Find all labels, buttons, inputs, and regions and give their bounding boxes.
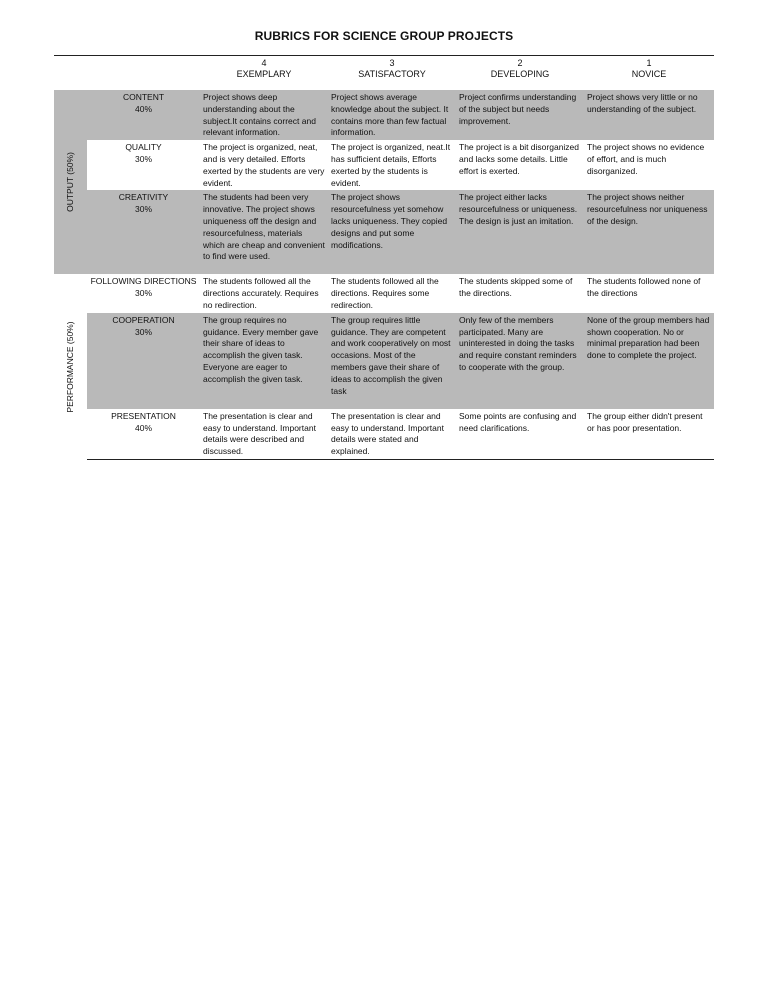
descriptor-cell: The group either didn't present or has poor presentation.: [584, 409, 714, 460]
level-score: 4: [261, 58, 267, 68]
level-header: [456, 56, 584, 91]
descriptor-cell: The project is organized, neat, and is very detailed. Efforts exerted by the students are very evident.: [200, 140, 328, 190]
criterion-weight: 40%: [134, 103, 152, 114]
rubric-row-quality: [54, 140, 714, 190]
criterion-cell: [87, 190, 200, 274]
criterion-cell: [87, 313, 200, 409]
descriptor-cell: The students skipped some of the directions.: [456, 274, 584, 312]
criterion-cell: [87, 90, 200, 140]
level-name: SATISFACTORY: [358, 69, 426, 79]
criterion-weight: 30%: [134, 204, 152, 215]
descriptor-cell: The group requires little guidance. They are competent and work cooperatively on most occasions. Most of the members gave their share of ideas to accomplish the given task: [328, 313, 456, 409]
header-blank: [87, 56, 200, 91]
criterion-name: PRESENTATION: [111, 410, 176, 421]
criterion-weight: 30%: [134, 288, 152, 299]
descriptor-cell: The project shows neither resourcefulness nor uniqueness of the design.: [584, 190, 714, 274]
rubric-row-creativity: [54, 190, 714, 274]
descriptor-cell: Only few of the members participated. Many are uninterested in doing the tasks and require constant reminders to cooperate with the group.: [456, 313, 584, 409]
group-label-text: OUTPUT (50%): [64, 152, 75, 213]
descriptor-cell: Project shows very little or no understanding of the subject.: [584, 90, 714, 140]
descriptor-cell: The students followed none of the directions: [584, 274, 714, 312]
criterion-name: COOPERATION: [112, 314, 175, 325]
descriptor-cell: The project shows resourcefulness yet somehow lacks uniqueness. They copied designs and put some modifications.: [328, 190, 456, 274]
descriptor-cell: The presentation is clear and easy to understand. Important details were described and discussed.: [200, 409, 328, 460]
descriptor-cell: Project shows average knowledge about the subject. It contains more than few factual information.: [328, 90, 456, 140]
header-row: [54, 56, 714, 91]
descriptor-cell: Some points are confusing and need clarifications.: [456, 409, 584, 460]
descriptor-cell: The group requires no guidance. Every member gave their share of ideas to accomplish the given task. Everyone are eager to accomplish the given task.: [200, 313, 328, 409]
descriptor-cell: Project confirms understanding of the subject but needs improvement.: [456, 90, 584, 140]
criterion-cell: [87, 140, 200, 190]
group-label-output: [54, 90, 87, 274]
descriptor-cell: The students followed all the directions accurately. Requires no redirection.: [200, 274, 328, 312]
descriptor-cell: The project either lacks resourcefulness or uniqueness. The design is just an imitation.: [456, 190, 584, 274]
descriptor-cell: The students followed all the directions. Requires some redirection.: [328, 274, 456, 312]
descriptor-cell: The project is a bit disorganized and lacks some details. Little effort is exerted.: [456, 140, 584, 190]
level-score: 1: [646, 58, 652, 68]
criterion-weight: 40%: [134, 422, 152, 433]
criterion-name: CREATIVITY: [118, 192, 169, 203]
header-blank: [54, 56, 87, 91]
level-name: DEVELOPING: [490, 69, 550, 79]
page-title: RUBRICS FOR SCIENCE GROUP PROJECTS: [254, 29, 514, 43]
rubric-table: [54, 55, 714, 460]
level-header: [584, 56, 714, 91]
level-header: [200, 56, 328, 91]
rubric-row-content: [54, 90, 714, 140]
descriptor-cell: The presentation is clear and easy to understand. Important details were stated and explained.: [328, 409, 456, 460]
descriptor-cell: Project shows deep understanding about the subject.It contains correct and relevant information.: [200, 90, 328, 140]
criterion-name: FOLLOWING DIRECTIONS: [90, 276, 197, 287]
criterion-name: QUALITY: [125, 142, 162, 153]
rubric-row-following-directions: [54, 274, 714, 312]
rubric-row-presentation: [54, 409, 714, 460]
descriptor-cell: None of the group members had shown cooperation. No or minimal preparation had been done to complete the project.: [584, 313, 714, 409]
criterion-name: CONTENT: [122, 92, 165, 102]
group-label-performance: [54, 274, 87, 459]
level-score: 2: [517, 58, 523, 68]
level-name: EXEMPLARY: [236, 69, 292, 79]
rubric-row-cooperation: [54, 313, 714, 409]
criterion-cell: [87, 409, 200, 460]
group-label-text: PERFORMANCE (50%): [64, 321, 75, 413]
criterion-weight: 30%: [134, 326, 152, 337]
descriptor-cell: The students had been very innovative. The project shows uniqueness off the design and resourcefulness, materials which are cheap and convenient to find were used.: [200, 190, 328, 274]
criterion-weight: 30%: [134, 153, 152, 164]
level-name: NOVICE: [631, 69, 667, 79]
descriptor-cell: The project shows no evidence of effort, and is much disorganized.: [584, 140, 714, 190]
level-header: [328, 56, 456, 91]
criterion-cell: [87, 274, 200, 312]
descriptor-cell: The project is organized, neat.It has sufficient details, Efforts exerted by the students is evident.: [328, 140, 456, 190]
level-score: 3: [389, 58, 395, 68]
